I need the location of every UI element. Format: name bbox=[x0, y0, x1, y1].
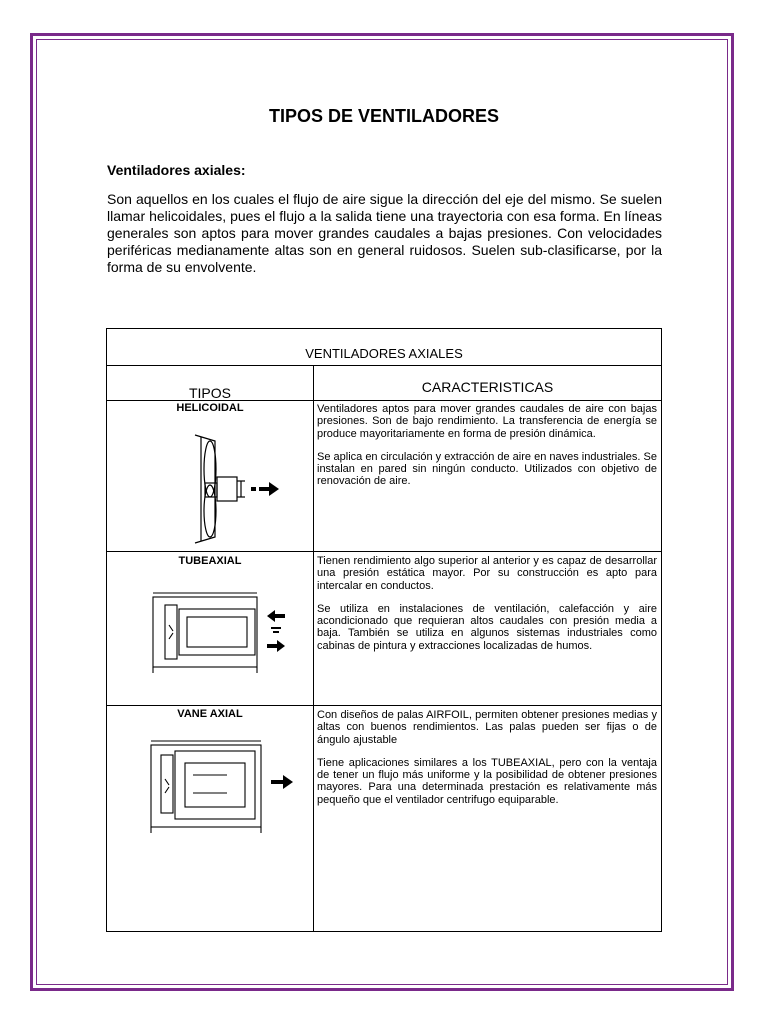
column-header-types: TIPOS bbox=[188, 385, 231, 401]
row-divider bbox=[107, 551, 661, 552]
row-divider bbox=[107, 705, 661, 706]
description-paragraph: Se aplica en circulación y extracción de aire en naves industriales. Se instalan en pared sin ningún conducto. Utilizados con objetivo de renovación de aire. bbox=[317, 450, 657, 488]
description-helicoidal bbox=[317, 403, 657, 499]
description-paragraph: Con diseños de palas AIRFOIL, permiten obtener presiones medias y altas con buenos rendimientos. Las palas pueden ser fijas o de ángulo ajustable bbox=[317, 709, 657, 746]
description-paragraph: Tienen rendimiento algo superior al anterior y es capaz de desarrollar una presión estática mayor. Por su construcción es apto para intercalar en conductos. bbox=[317, 555, 657, 592]
column-header-characteristics: CARACTERISTICAS bbox=[421, 379, 554, 395]
description-paragraph: Ventiladores aptos para mover grandes caudales de aire con bajas presiones. Son de bajo rendimiento. La transferencia de energía se produce mayoritariamente en forma de presión dinámica. bbox=[317, 403, 657, 440]
description-paragraph: Se utiliza en instalaciones de ventilación, calefacción y aire acondicionado que requieran altos caudales con presión media a baja. También se utiliza en algunos sistemas industriales como cabinas de pintura y extracciones localizadas de humos. bbox=[317, 602, 657, 652]
intro-paragraph: Son aquellos en los cuales el flujo de aire sigue la dirección del eje del mismo. Se suelen llamar helicoidales, pues el flujo a la salida tiene una trayectoria con esa forma. En líneas generales son aptos para mover grandes caudales a bajas presiones. Con velocidades periféricas medianamente altas son en general ruidosos. Suelen sub-clasificarse, por la forma de su envolvente. bbox=[107, 191, 662, 275]
column-divider bbox=[313, 365, 314, 931]
section-heading: Ventiladores axiales: bbox=[107, 162, 246, 178]
type-name-helicoidal: HELICOIDAL bbox=[176, 402, 244, 414]
description-paragraph: Tiene aplicaciones similares a los TUBEAXIAL, pero con la ventaja de tener un flujo más uniforme y la posibilidad de obtener presiones mayores. Para una determinada prestación es relativamente más pequeño que el ventilador centrifugo equiparable. bbox=[317, 756, 657, 806]
table-divider bbox=[107, 365, 661, 366]
description-vane-axial bbox=[317, 709, 657, 817]
table-title: VENTILADORES AXIALES bbox=[305, 346, 463, 361]
header-divider bbox=[107, 400, 661, 401]
vaneaxial-fan-icon bbox=[147, 735, 297, 835]
propeller-fan-icon bbox=[177, 429, 307, 549]
tubeaxial-fan-icon bbox=[147, 583, 307, 677]
type-name-vane-axial: VANE AXIAL bbox=[177, 708, 243, 720]
document-title: TIPOS DE VENTILADORES bbox=[268, 106, 500, 126]
description-tubeaxial bbox=[317, 555, 657, 663]
fan-types-table bbox=[106, 328, 662, 932]
type-name-tubeaxial: TUBEAXIAL bbox=[178, 555, 242, 567]
